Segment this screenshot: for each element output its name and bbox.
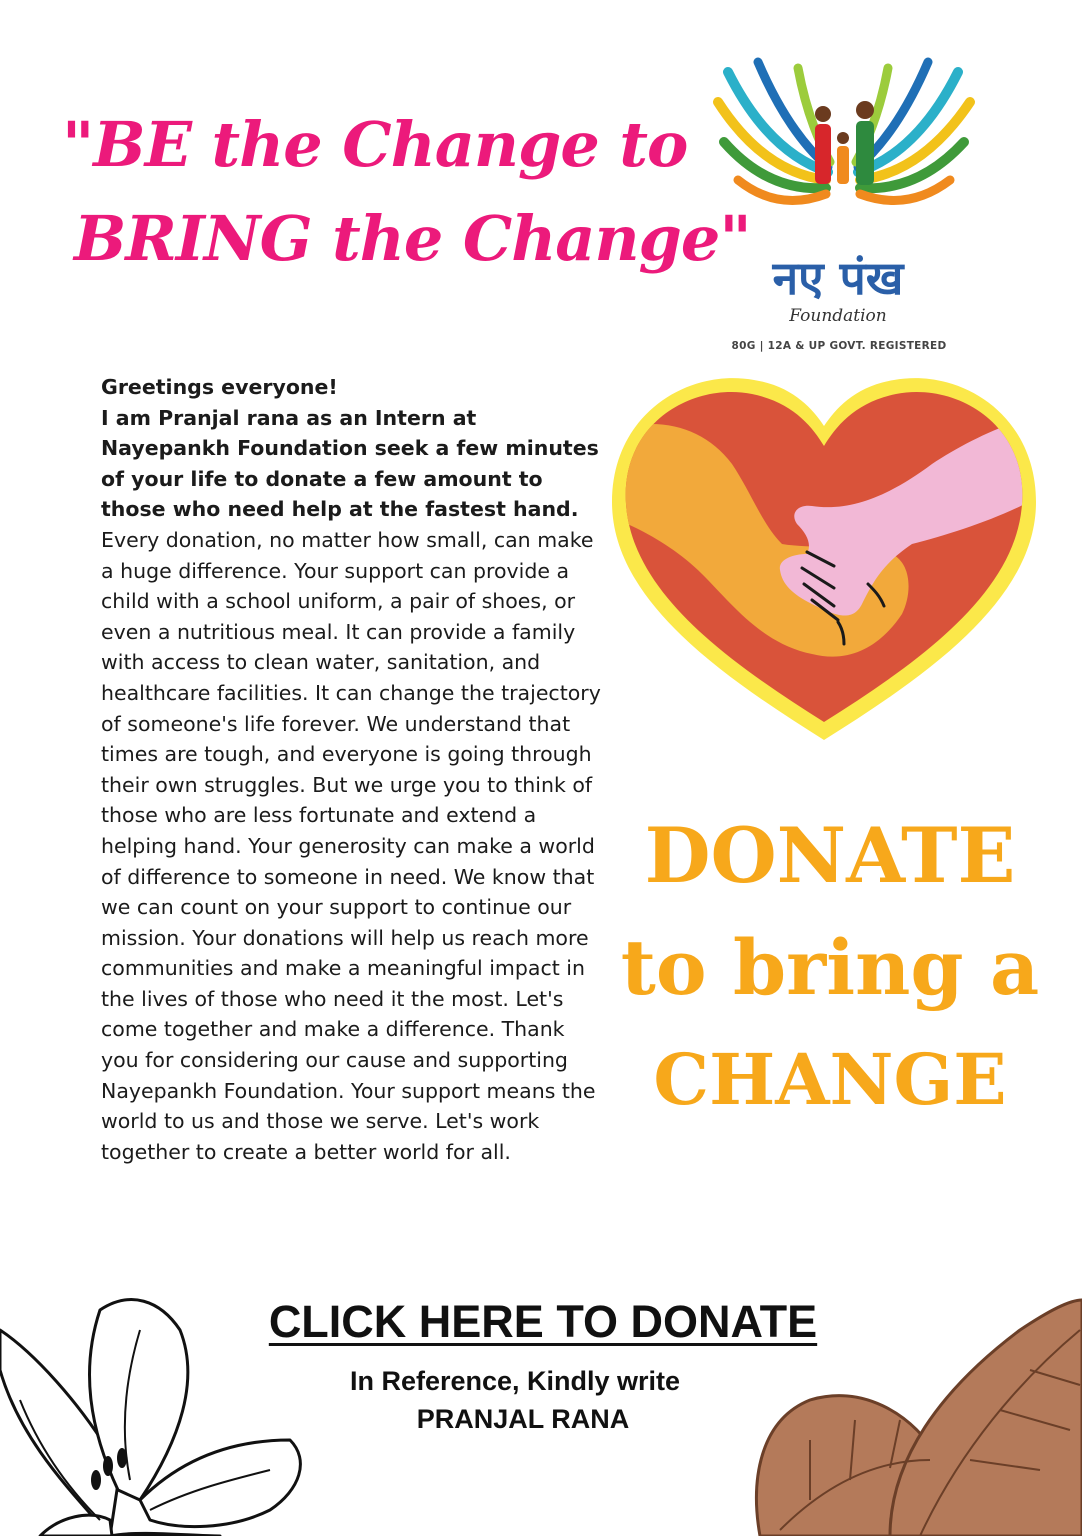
foundation-logo (708, 52, 980, 352)
intro-paragraph: I am Pranjal rana as an Intern at Nayepankh Foundation seek a few minutes of your life to donate a few amount to those who need help at the fastest hand. (101, 405, 599, 522)
reference-instruction: In Reference, Kindly write (349, 1366, 681, 1396)
donate-link[interactable]: CLICK HERE TO DONATE (268, 1296, 818, 1347)
donate-line-1: DONATE (644, 811, 1016, 900)
body-paragraph: Every donation, no matter how small, can make a huge difference. Your support can provide a child with a school uniform, a pair of shoes, or even a nutritious meal. It can provide a family with access to clean water, sanitation, and healthcare facilities. It can change the trajectory of someone's life forever. We understand that times are tough, and everyone is going through their own struggles. But we urge you to think of those who are less fortunate and extend a helping hand. Your generosity can make a world of difference to someone in need. We know that we can count on your support to continue our mission. Your donations will help us reach more communities and make a meaningful impact in the lives of those who need it the most. Let's come together and make a difference. Thank you for considering our cause and supporting Nayepankh Foundation. Your support means the world to us and those we serve. Let's work together to create a better world for all. (101, 527, 601, 1164)
heart-hands-icon (612, 374, 1036, 744)
donation-letter (101, 372, 601, 1167)
donate-line-3: CHANGE (653, 1038, 1007, 1121)
wings-family-icon (708, 52, 980, 252)
headline-line-1: "BE the Change to (62, 108, 688, 181)
logo-hindi-name: नए पंख (772, 251, 904, 305)
greeting: Greetings everyone! (101, 375, 338, 399)
logo-subtitle: Foundation (789, 306, 887, 326)
donate-line-2: to bring a (620, 923, 1040, 1012)
reference-name: PRANJAL RANA (416, 1404, 630, 1434)
reference-note (300, 1362, 730, 1438)
donate-banner (600, 800, 1060, 1136)
headline-line-2: BRING the Change" (74, 202, 751, 275)
logo-registration: 80G | 12A & UP GOVT. REGISTERED (731, 340, 947, 352)
headline (62, 98, 751, 286)
